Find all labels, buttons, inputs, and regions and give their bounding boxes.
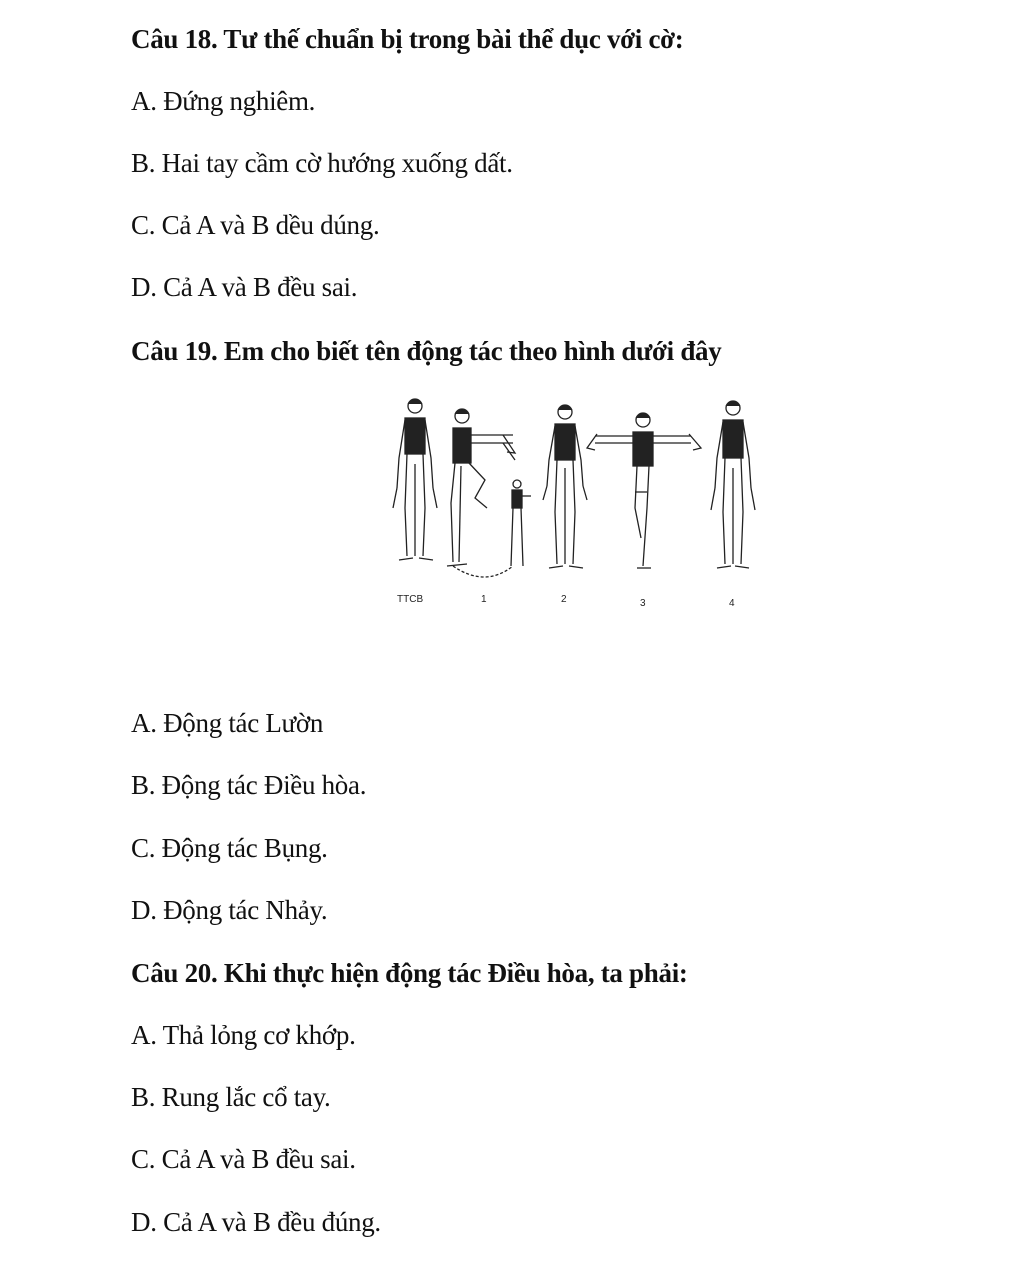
- exercise-illustration: [385, 388, 760, 620]
- figure-label-4: 4: [729, 598, 735, 609]
- figure-label-3: 3: [640, 598, 646, 609]
- question-19-option-d: D. Động tác Nhảy.: [131, 895, 328, 925]
- figure-label-1: 1: [481, 594, 487, 605]
- question-18-option-b: B. Hai tay cầm cờ hướng xuống dất.: [131, 148, 513, 178]
- figure-label-ttcb: TTCB: [397, 594, 424, 605]
- question-19-option-b: B. Động tác Điều hòa.: [131, 770, 367, 800]
- question-19-title: Câu 19. Em cho biết tên động tác theo hình dưới đây: [131, 336, 722, 366]
- question-20-title: Câu 20. Khi thực hiện động tác Điều hòa, ta phải:: [131, 958, 688, 988]
- figure-label-2: 2: [561, 594, 567, 605]
- question-19-option-a: A. Động tác Lườn: [131, 708, 324, 738]
- question-20-option-b: B. Rung lắc cổ tay.: [131, 1082, 331, 1112]
- question-20-option-a: A. Thả lỏng cơ khớp.: [131, 1020, 356, 1050]
- question-19-option-c: C. Động tác Bụng.: [131, 833, 328, 863]
- question-20-option-c: C. Cả A và B đều sai.: [131, 1144, 356, 1174]
- question-18-option-c: C. Cả A và B dều dúng.: [131, 210, 380, 240]
- question-18-option-d: D. Cả A và B đều sai.: [131, 272, 358, 302]
- question-20-option-d: D. Cả A và B đều đúng.: [131, 1207, 381, 1237]
- question-18-title: Câu 18. Tư thế chuẩn bị trong bài thể dục với cờ:: [131, 24, 684, 54]
- question-18-option-a: A. Đứng nghiêm.: [131, 86, 316, 116]
- exercise-figure: [385, 388, 760, 620]
